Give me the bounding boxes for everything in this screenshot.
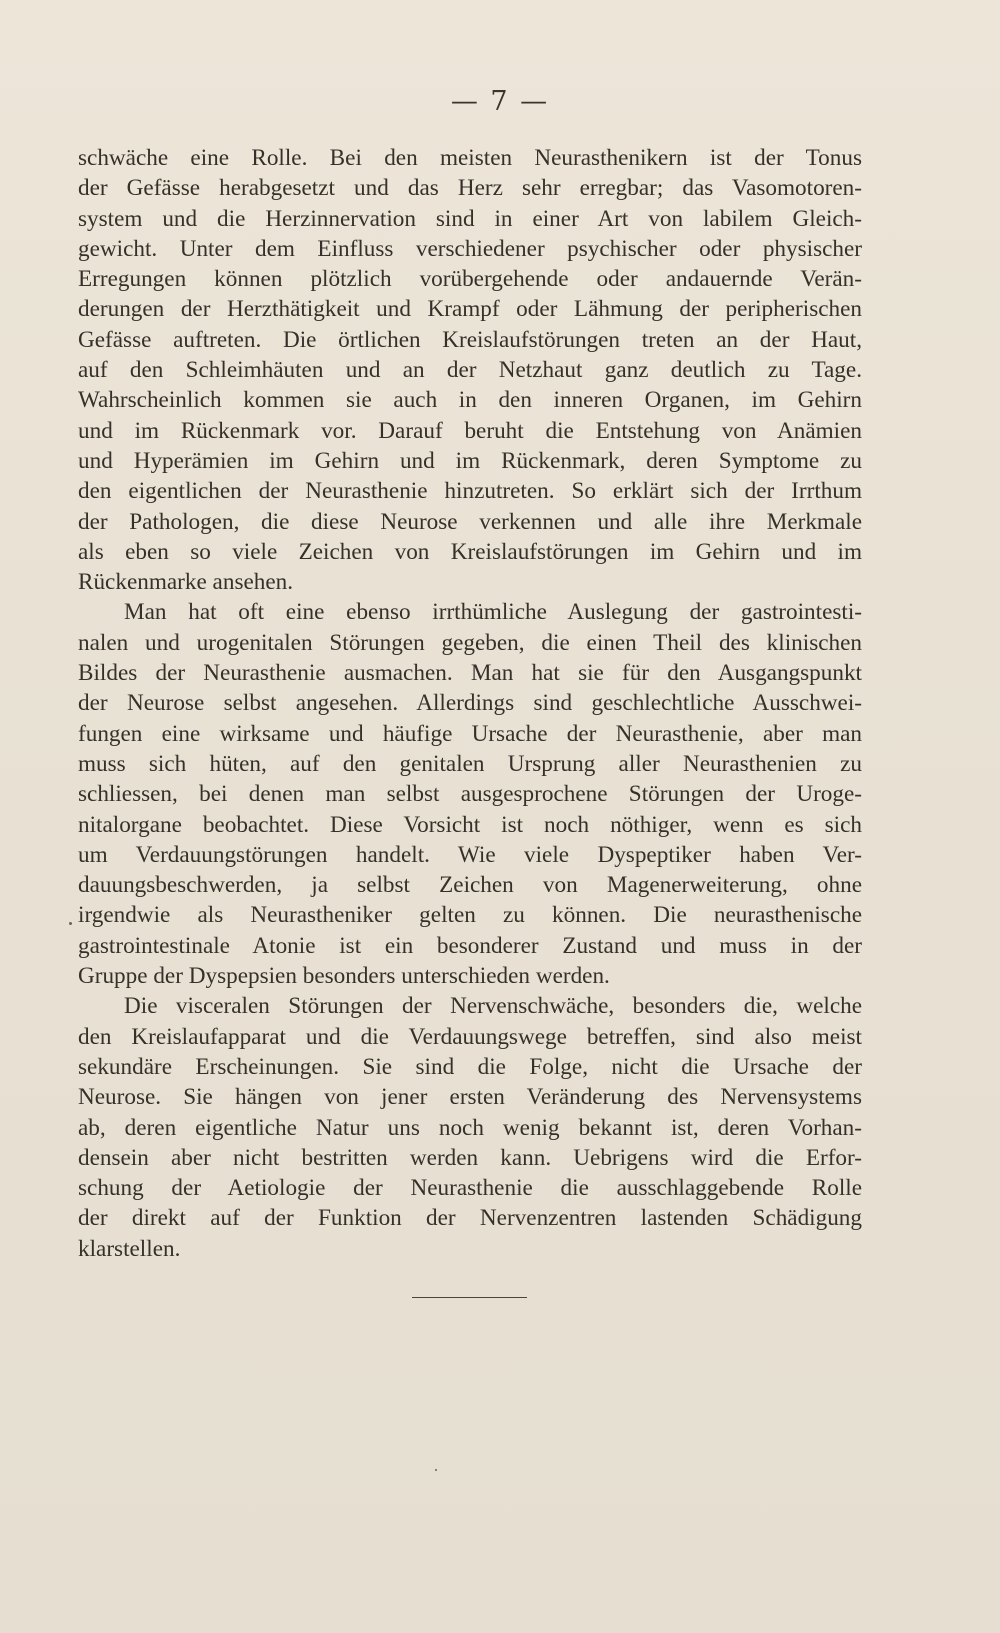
- print-speck: [69, 922, 72, 925]
- text-line: Bildes der Neurasthenie ausmachen. Man hat sie für den Ausgangspunkt: [78, 660, 862, 687]
- text-line: densein aber nicht bestritten werden kann. Uebrigens wird die Erfor-: [78, 1144, 862, 1171]
- text-line: als eben so viele Zeichen von Kreislaufstörungen im Gehirn und im: [78, 538, 862, 565]
- text-line: Erregungen können plötzlich vorübergehende oder andauernde Verän-: [78, 266, 862, 293]
- page-number: — 7 —: [450, 86, 550, 117]
- text-line: schwäche eine Rolle. Bei den meisten Neurasthenikern ist der Tonus: [78, 145, 862, 171]
- text-line: Gefässe auftreten. Die örtlichen Kreislaufstörungen treten an der Haut,: [78, 326, 862, 353]
- text-line: system und die Herzinnervation sind in einer Art von labilem Gleich-: [78, 205, 862, 232]
- text-line: ab, deren eigentliche Natur uns noch wenig bekannt ist, deren Vorhan-: [78, 1114, 862, 1141]
- text-line: derungen der Herzthätigkeit und Krampf oder Lähmung der peripherischen: [78, 296, 862, 323]
- text-line: und im Rückenmark vor. Darauf beruht die Entstehung von Anämien: [78, 417, 862, 444]
- text-line: Neurose. Sie hängen von jener ersten Veränderung des Nervensystems: [78, 1084, 862, 1111]
- text-line: und Hyperämien im Gehirn und im Rückenmark, deren Symptome zu: [78, 447, 862, 474]
- text-line: der direkt auf der Funktion der Nervenzentren lastenden Schädigung: [78, 1205, 862, 1232]
- text-line: sekundäre Erscheinungen. Sie sind die Folge, nicht die Ursache der: [78, 1053, 862, 1080]
- section-end-rule: [412, 1297, 527, 1298]
- text-line: um Verdauungstörungen handelt. Wie viele Dyspeptiker haben Ver-: [78, 841, 862, 868]
- text-line: irgendwie als Neurastheniker gelten zu können. Die neurasthenische: [78, 902, 862, 929]
- text-line: gewicht. Unter dem Einfluss verschiedener psychischer oder physischer: [78, 235, 862, 262]
- text-line: Rückenmarke ansehen.: [78, 569, 294, 596]
- text-line: muss sich hüten, auf den genitalen Ursprung aller Neurasthenien zu: [78, 750, 862, 777]
- text-line: den Kreislaufapparat und die Verdauungswege betreffen, sind also meist: [78, 1023, 862, 1050]
- text-line: schliessen, bei denen man selbst ausgesprochene Störungen der Uroge-: [78, 781, 862, 808]
- text-line: der Gefässe herabgesetzt und das Herz sehr erregbar; das Vasomotoren-: [78, 175, 862, 202]
- text-line: Wahrscheinlich kommen sie auch in den inneren Organen, im Gehirn: [78, 387, 862, 414]
- text-line: den eigentlichen der Neurasthenie hinzutreten. So erklärt sich der Irrthum: [78, 478, 862, 505]
- text-line: der Neurose selbst angesehen. Allerdings sind geschlechtliche Ausschwei-: [78, 690, 862, 717]
- text-line: nitalorgane beobachtet. Diese Vorsicht ist noch nöthiger, wenn es sich: [78, 811, 862, 838]
- text-line: fungen eine wirksame und häufige Ursache der Neurasthenie, aber man: [78, 720, 862, 747]
- text-line: Man hat oft eine ebenso irrthümliche Auslegung der gastrointesti-: [124, 599, 862, 626]
- print-speck: [435, 1469, 437, 1471]
- text-line: klarstellen.: [78, 1235, 181, 1262]
- text-line: schung der Aetiologie der Neurasthenie die ausschlaggebende Rolle: [78, 1175, 862, 1202]
- text-line: der Pathologen, die diese Neurose verkennen und alle ihre Merkmale: [78, 508, 862, 535]
- text-line: dauungsbeschwerden, ja selbst Zeichen von Magenerweiterung, ohne: [78, 872, 862, 899]
- text-line: nalen und urogenitalen Störungen gegeben, die einen Theil des klinischen: [78, 629, 862, 656]
- text-line: Die visceralen Störungen der Nervenschwäche, besonders die, welche: [124, 993, 862, 1020]
- body-text: [78, 143, 862, 1264]
- text-line: Gruppe der Dyspepsien besonders unterschieden werden.: [78, 963, 610, 990]
- text-line: auf den Schleimhäuten und an der Netzhaut ganz deutlich zu Tage.: [78, 357, 862, 384]
- text-line: gastrointestinale Atonie ist ein besonderer Zustand und muss in der: [78, 932, 862, 959]
